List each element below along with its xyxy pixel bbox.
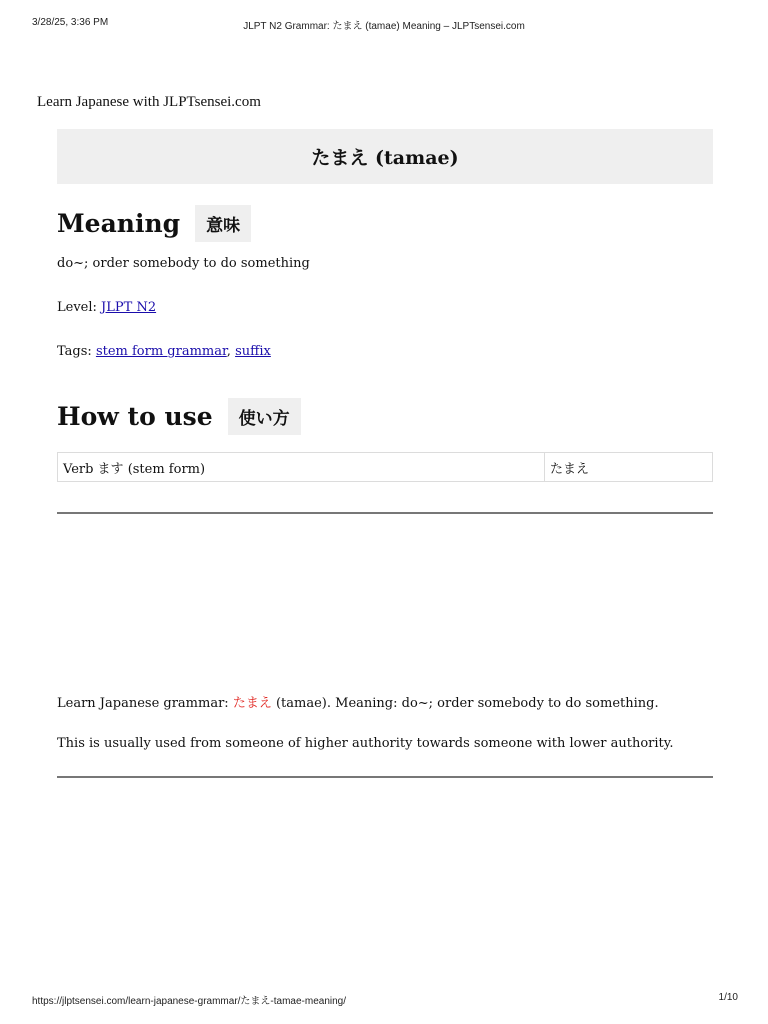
- print-page-number: 1/10: [718, 992, 738, 1003]
- meaning-heading-jp: 意味: [195, 205, 251, 242]
- table-cell-grammar: たまえ: [545, 453, 713, 482]
- divider: [57, 776, 713, 778]
- how-to-use-heading-text: How to use: [57, 401, 213, 431]
- print-url: https://jlptsensei.com/learn-japanese-grammar/たまえ-tamae-meaning/: [32, 996, 347, 1007]
- level-link[interactable]: JLPT N2: [101, 300, 157, 315]
- learn-suffix: (tamae). Meaning: do~; order somebody to do something.: [275, 696, 659, 711]
- print-date: 3/28/25, 3:36 PM: [32, 17, 109, 28]
- learn-prefix: Learn Japanese grammar:: [57, 696, 229, 711]
- tag-link-suffix[interactable]: suffix: [235, 344, 271, 359]
- how-to-use-heading: [57, 397, 301, 435]
- grammar-title-box: [57, 129, 713, 184]
- meaning-heading-text: Meaning: [57, 208, 181, 238]
- how-to-use-heading-jp: 使い方: [228, 398, 301, 435]
- site-brand: Learn Japanese with JLPTsensei.com: [37, 94, 261, 110]
- print-header: [32, 17, 736, 31]
- print-document-title: JLPT N2 Grammar: たまえ (tamae) Meaning – JLPTsensei.com: [243, 21, 525, 32]
- tags-label: Tags:: [57, 344, 92, 359]
- tag-separator: ,: [226, 344, 231, 359]
- usage-note: This is usually used from someone of higher authority towards someone with lower authority.: [57, 736, 674, 751]
- learn-grammar-line: [57, 692, 659, 711]
- table-cell-form: Verb ます (stem form): [58, 453, 545, 482]
- meaning-heading: [57, 204, 251, 242]
- tags-line: [57, 344, 271, 359]
- level-line: [57, 300, 156, 315]
- print-footer: [32, 992, 738, 1006]
- meaning-text: do~; order somebody to do something: [57, 256, 310, 271]
- grammar-title: たまえ (tamae): [311, 147, 459, 169]
- tag-link-stem-form-grammar[interactable]: stem form grammar: [95, 344, 227, 359]
- main-content: [57, 129, 713, 751]
- divider: [57, 512, 713, 514]
- learn-highlight: たまえ: [232, 696, 272, 711]
- level-label: Level:: [57, 300, 97, 315]
- usage-table: [57, 452, 713, 482]
- table-row: [58, 453, 713, 482]
